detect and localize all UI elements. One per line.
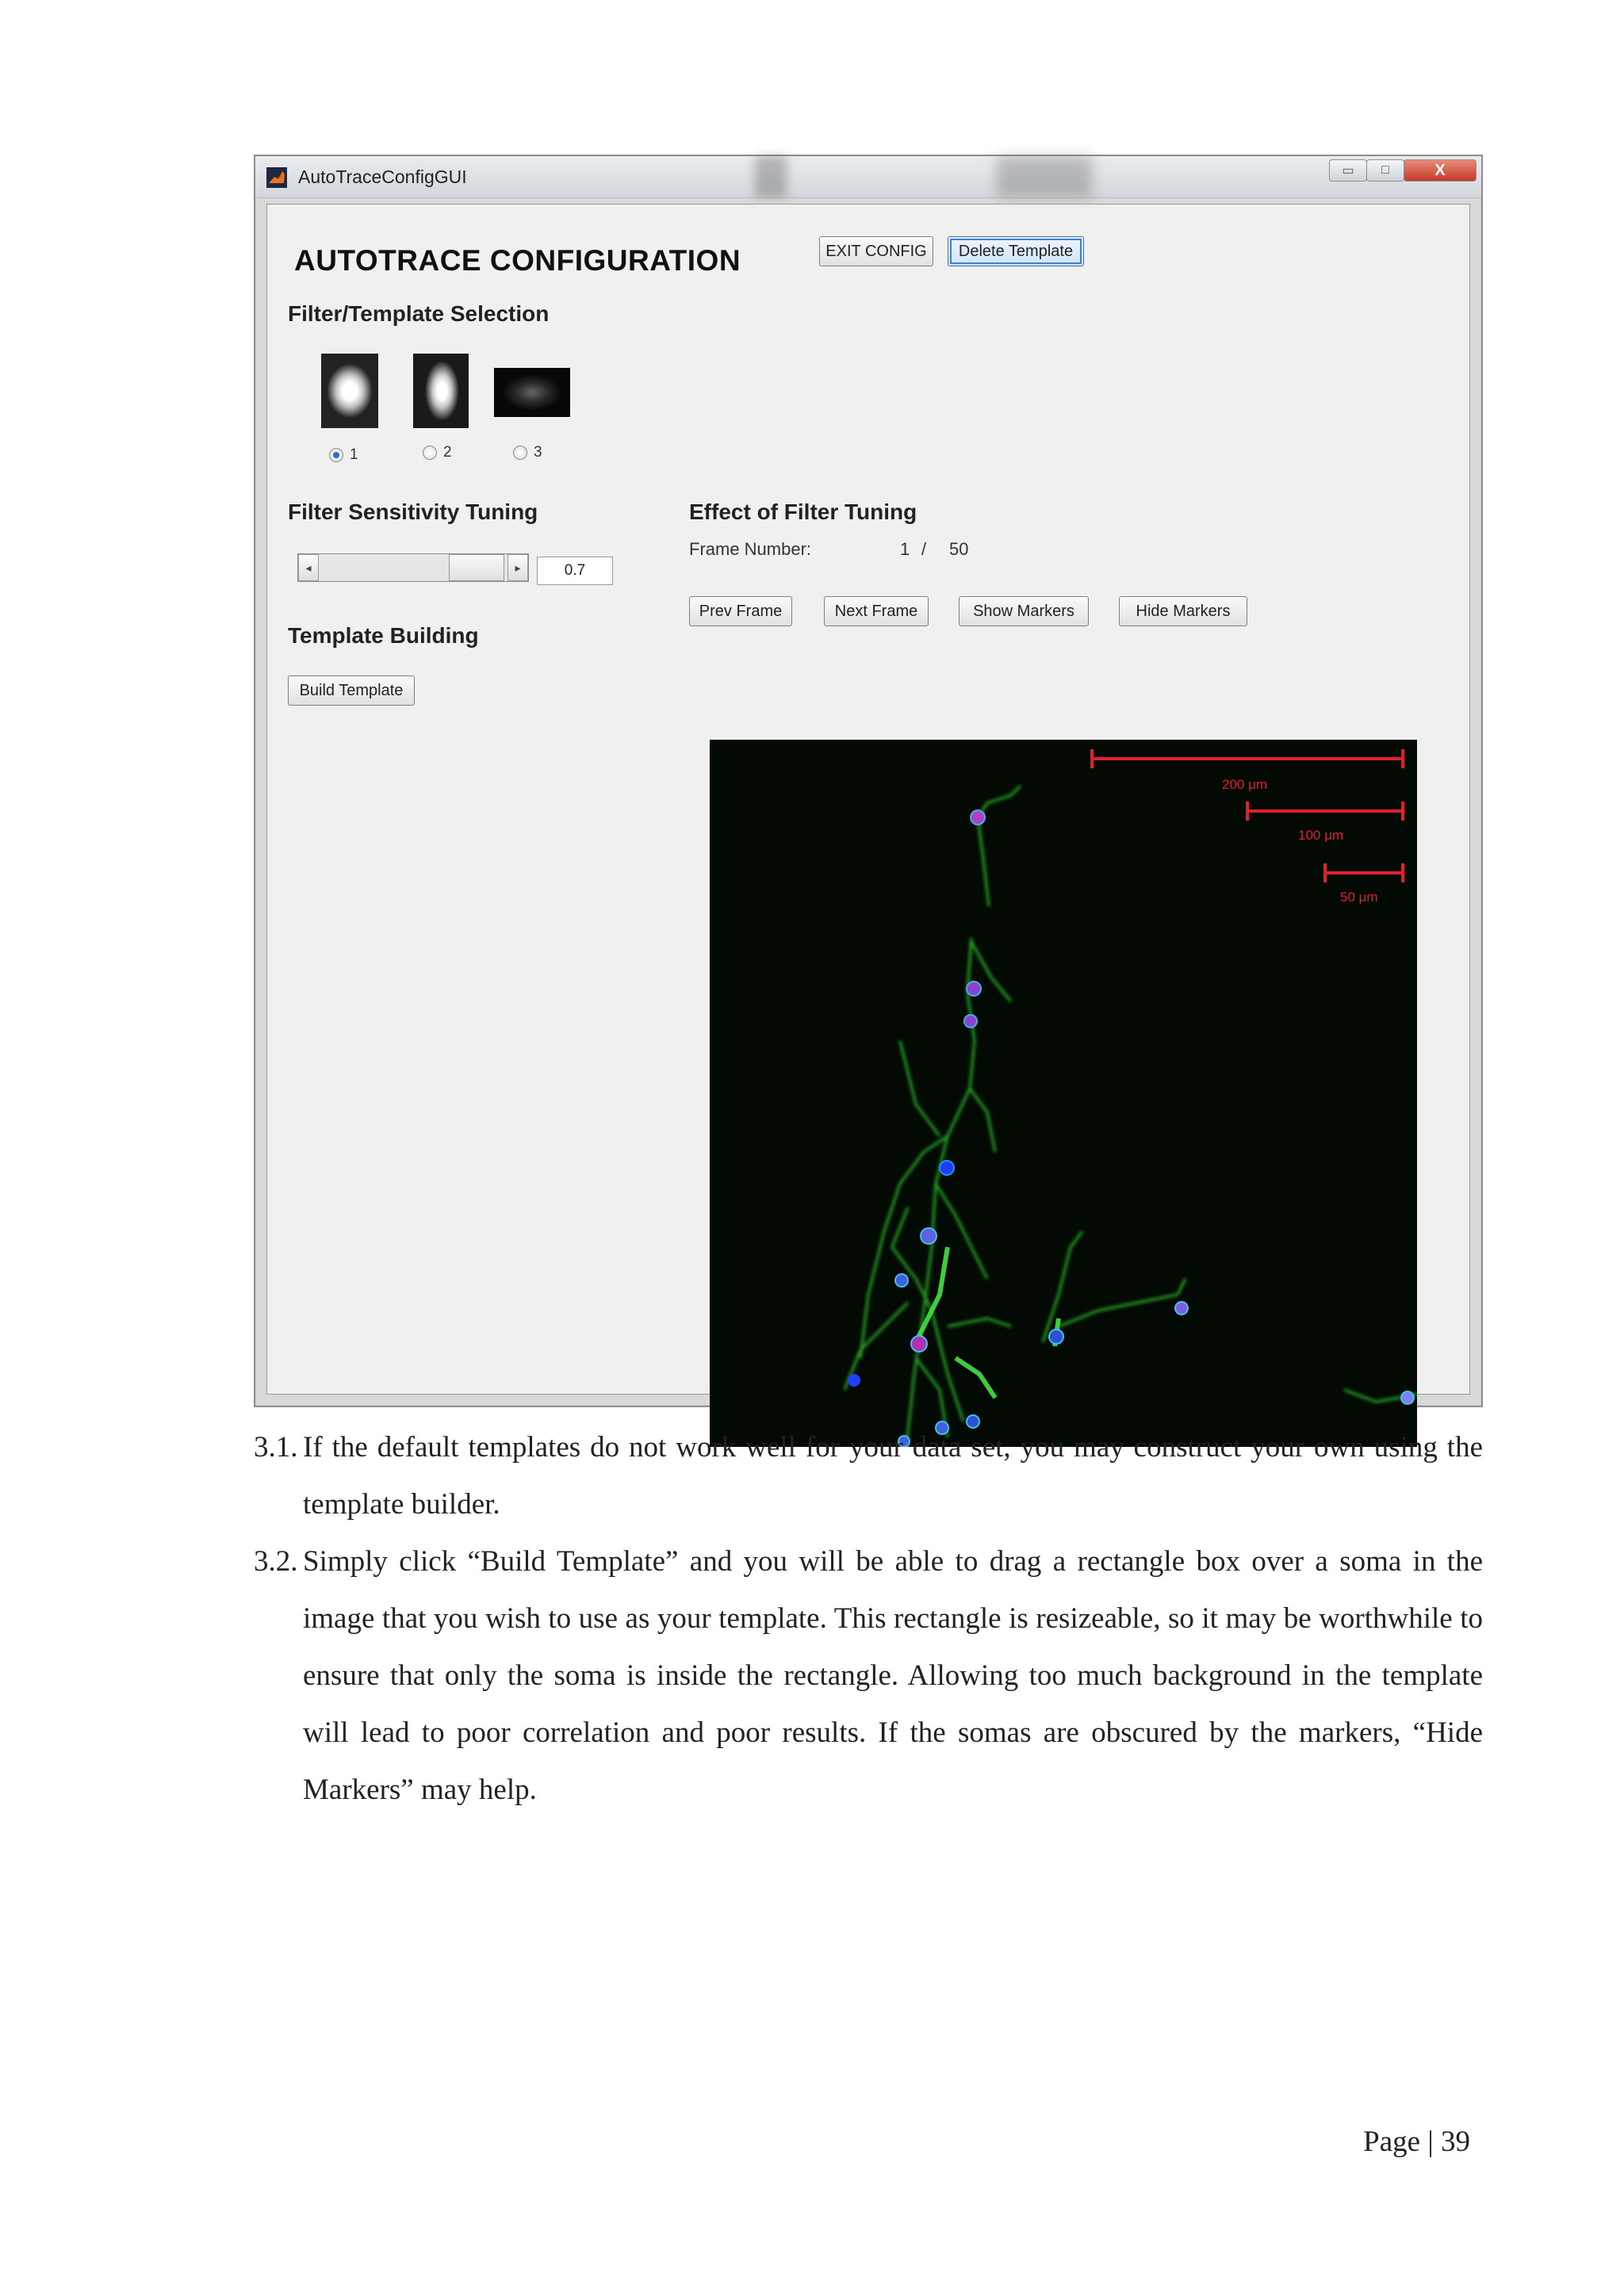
scale-label-50: 50 μm <box>1340 890 1378 905</box>
slider-thumb[interactable] <box>449 554 504 581</box>
frame-number-label: Frame Number: <box>689 539 812 559</box>
instruction-list <box>254 1419 1483 1819</box>
scale-label-200: 200 μm <box>1222 777 1268 792</box>
list-item <box>254 1419 1483 1533</box>
frame-separator: / <box>921 539 927 559</box>
show-markers-button[interactable]: Show Markers <box>959 596 1089 626</box>
template-thumbnail-1[interactable] <box>321 354 378 428</box>
minimize-button[interactable]: ▭ <box>1329 159 1367 182</box>
sensitivity-slider[interactable] <box>297 553 529 582</box>
list-item <box>254 1533 1483 1819</box>
template-building-heading: Template Building <box>288 623 479 648</box>
neuron-image-svg <box>710 740 1417 1447</box>
prev-frame-button[interactable]: Prev Frame <box>689 596 792 626</box>
close-button[interactable]: X <box>1404 159 1477 182</box>
slider-right-arrow-icon[interactable]: ▸ <box>508 554 528 581</box>
autotrace-config-window <box>254 155 1483 1407</box>
delete-template-button[interactable]: Delete Template <box>948 236 1084 266</box>
title-bar[interactable] <box>255 156 1481 198</box>
config-heading: AUTOTRACE CONFIGURATION <box>294 244 741 277</box>
scale-label-100: 100 μm <box>1298 828 1344 843</box>
item-text: Simply click “Build Template” and you will be able to drag a rectangle box over a soma in the image that you wish to use as your template. This rectangle is resizeable, so it may be worthwhile to ensure that only the soma is inside the rectangle. Allowing too much background in the template will lead to poor correlation and poor results. If the somas are obscured by the markers, “Hide Markers” may help. <box>303 1545 1483 1806</box>
template-thumbnail-2[interactable] <box>413 354 469 428</box>
template-radio-3[interactable] <box>513 444 542 461</box>
effect-heading: Effect of Filter Tuning <box>689 499 917 524</box>
item-number: 3.2. <box>254 1545 298 1578</box>
template-thumbnail-3[interactable] <box>494 368 570 417</box>
frame-current: 1 <box>900 539 910 559</box>
radio-selected-icon <box>329 448 343 462</box>
template-radio-2[interactable] <box>423 444 452 461</box>
fluorescence-image[interactable] <box>710 740 1417 1447</box>
hide-markers-button[interactable]: Hide Markers <box>1119 596 1247 626</box>
radio-icon <box>513 446 527 460</box>
frame-total: 50 <box>949 539 969 559</box>
item-text: If the default templates do not work well for your data set, you may construct your own using the template builder. <box>303 1431 1483 1521</box>
sensitivity-heading: Filter Sensitivity Tuning <box>288 499 538 524</box>
radio-label-1: 1 <box>350 446 358 463</box>
matlab-logo-icon <box>266 167 287 188</box>
filter-template-heading: Filter/Template Selection <box>288 301 550 326</box>
radio-icon <box>423 446 437 460</box>
slider-left-arrow-icon[interactable]: ◂ <box>298 554 319 581</box>
maximize-button[interactable]: □ <box>1366 159 1404 182</box>
window-title: AutoTraceConfigGUI <box>298 166 467 187</box>
config-panel <box>266 204 1470 1395</box>
exit-config-button[interactable]: EXIT CONFIG <box>819 236 933 266</box>
page-number: Page | 39 <box>1363 2126 1470 2158</box>
item-number: 3.1. <box>254 1431 298 1464</box>
sensitivity-value-input[interactable]: 0.7 <box>537 557 613 585</box>
next-frame-button[interactable]: Next Frame <box>824 596 929 626</box>
radio-label-3: 3 <box>534 444 542 461</box>
radio-label-2: 2 <box>443 444 452 461</box>
build-template-button[interactable]: Build Template <box>288 675 415 706</box>
template-radio-1[interactable] <box>329 446 358 464</box>
